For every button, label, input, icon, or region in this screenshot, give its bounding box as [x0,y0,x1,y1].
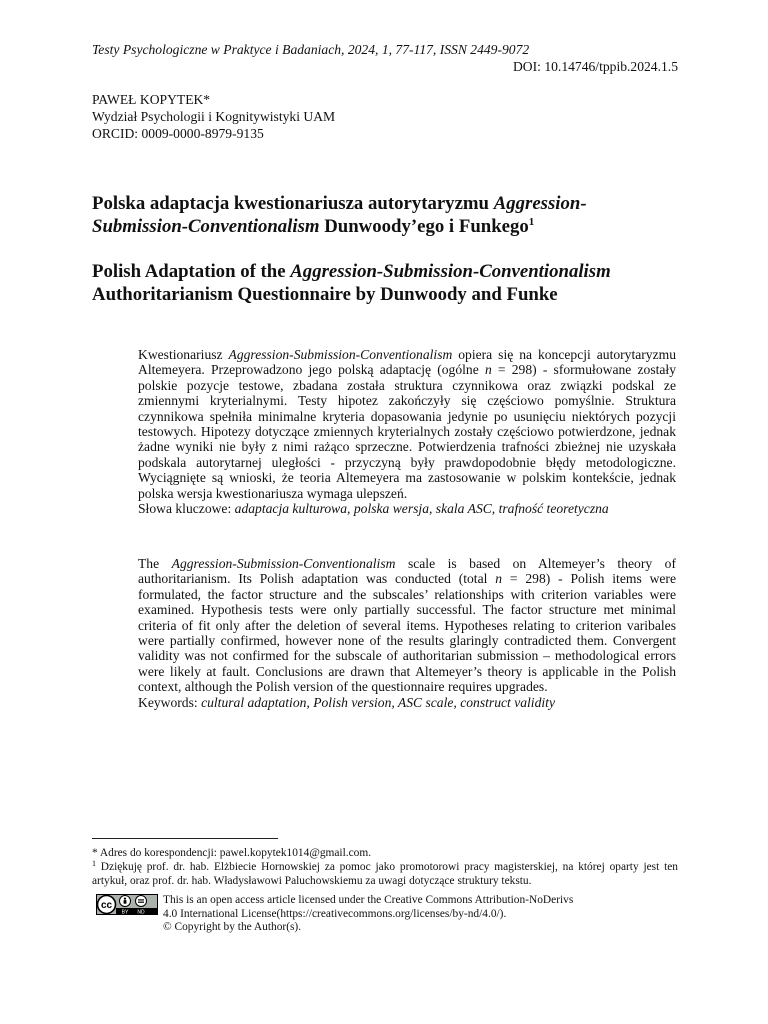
footnotes [92,846,678,888]
abstract-en-body [138,556,676,695]
footnote-correspondence: * Adres do korespondencji: pawel.kopytek1014@gmail.com. [92,847,372,859]
keywords-english [138,695,676,710]
license-line-3: © Copyright by the Author(s). [163,921,302,934]
abstract-en-scale: Aggression-Submission-Conventionalism [171,556,396,571]
journal-citation: Testy Psychologiczne w Praktyce i Badaniach, 2024, 1, 77-117, ISSN 2449-9072 [92,42,530,57]
title-pl-scale-name: Aggression-Submission-Conventionalism [92,193,587,237]
abstract-pl-lead: Kwestionariusz [138,347,229,362]
abstract-english [138,556,676,710]
title-en-part2: Authoritarianism Questionnaire by Dunwoody and Funke [92,284,558,305]
author-name: PAWEŁ KOPYTEK* [92,92,211,107]
abstract-polish [138,347,676,516]
footnote-1 [92,860,678,888]
license-line-1: This is an open access article licensed under the Creative Commons Attribution-NoDerivs [163,894,574,906]
author-block [92,92,335,142]
abstract-en-text2: = 298) - Polish items were formulated, the factor structure and the subscales’ relationships with criterion variables were examined. Hypothesis tests were only partially successful. The factor structure met minimal criteria of fit only after the deletion of several items. Hypotheses relating to criterion varibales were partially confirmed, however none of the results glaringly contradicted them. Convergent validity was not confirmed for the subscale of authoritarian submission – methodological errors were likely at fault. Conclusions are drawn that Altemeyer’s theory is applicable in the Polish context, although the Polish version of the questionnaire requires upgrades. [138,571,676,695]
abstract-pl-scale: Aggression-Submission-Conventionalism [228,347,453,362]
author-affiliation: Wydział Psychologii i Kognitywistyki UAM [92,108,336,124]
cc-by-nd-license-icon [96,894,158,915]
title-footnote-mark: 1 [528,216,535,228]
keywords-en-label: Keywords: [138,694,202,710]
keywords-pl-label: Słowa kluczowe: [138,501,235,517]
abstract-en-n: n [495,571,503,587]
abstract-en-text1: scale is based on Altemeyer’s theory of authoritarianism. Its Polish adaptation was conducted (total [138,556,676,587]
title-en-scale-name: Aggression-Submission-Conventionalism [290,261,611,282]
title-english [92,260,682,306]
abstract-pl-body [138,347,676,501]
license-text [163,894,683,935]
keywords-polish [138,501,676,516]
cc-badge-by-label: BY [121,909,129,915]
footnote-1-mark: 1 [92,859,96,868]
title-pl-part2: Dunwoody’ego i Funkego [319,216,529,237]
author-orcid: ORCID: 0009-0000-8979-9135 [92,125,264,141]
abstract-pl-text2: = 298) - sformułowane zostały polskie pozycje testowe, zbadana została struktura czynnikowa oraz związki podskal ze zmiennymi kryterialnymi. Testy hipotez zakończyły się częściowo pomyślnie. Struktura czynnikowa spełniła minimalne kryteria dopasowania jedynie po usunięciu niektórych pozycji testowych. Hipotezy dotyczące zmiennych kryterialnych zostały częściowo potwierdzone, jednak żadne wyniki nie były z nimi rażąco sprzeczne. Potwierdzenia trafności zbieżnej nie uzyskała podskala autorytarnej uległości - przyczyną były prawdopodobnie błędy metodologiczne. Wyciągnięte są wnioski, że teoria Altemeyera ma zastosowanie w polskim kontekście, jednak polska wersja kwestionariusza wymaga ulepszeń. [138,362,676,501]
cc-badge-nd-label: ND [137,909,145,915]
footnote-1-text: Dziękuję prof. dr. hab. Elżbiecie Hornowskiej za pomoc jako promotorowi pracy magisterskiej, na której oparty jest ten artykuł, oraz prof. dr. hab. Władysławowi Paluchowskiemu za uwagi dotyczące struktury tekstu. [92,861,678,887]
abstract-pl-text1: opiera się na koncepcji autorytaryzmu Altemeyera. Przeprowadzono jego polską adaptację (ogólne [138,347,677,378]
footnote-divider [92,838,278,839]
keywords-en-list: cultural adaptation, Polish version, ASC scale, construct validity [201,694,555,710]
title-polish [92,192,682,238]
cc-badge-cc-label: cc [100,900,113,911]
abstract-pl-n: n [484,362,492,378]
license-line-2: 4.0 International License(https://creativecommons.org/licenses/by-nd/4.0/). [163,907,507,920]
keywords-pl-list: adaptacja kulturowa, polska wersja, skala ASC, trafność teoretyczna [234,501,609,517]
doi: DOI: 10.14746/tppib.2024.1.5 [512,59,678,74]
journal-header [92,41,678,75]
title-en-part1: Polish Adaptation of the [92,261,291,282]
abstract-en-lead: The [138,556,172,571]
title-pl-part1: Polska adaptacja kwestionariusza autorytaryzmu [92,193,494,214]
